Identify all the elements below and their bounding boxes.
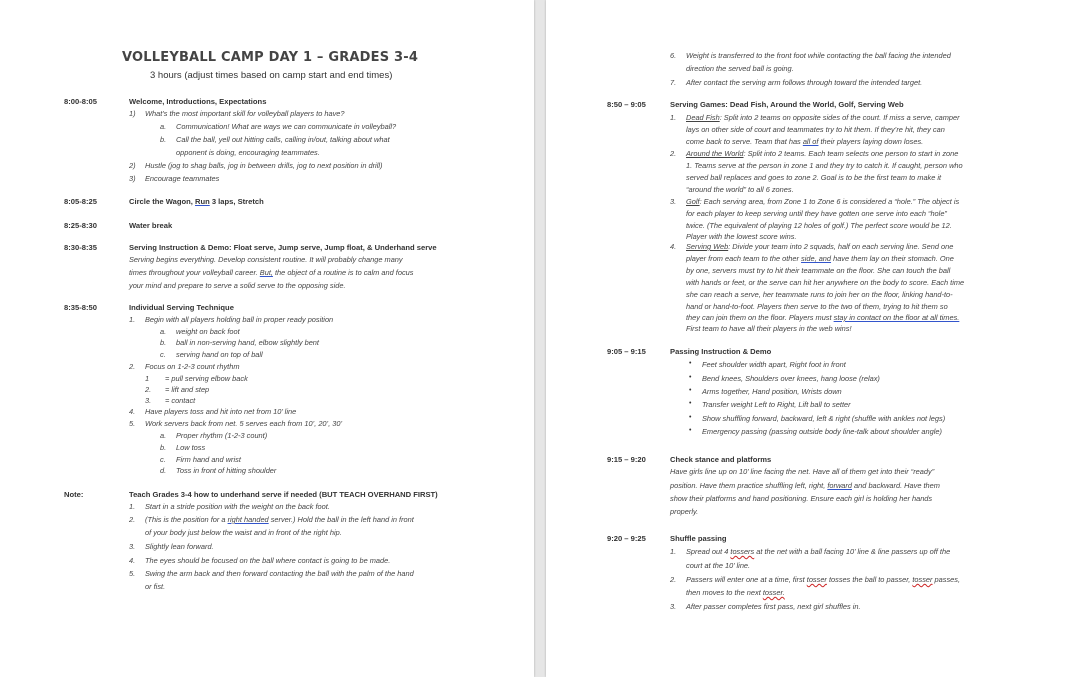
paragraph-line: your mind and prepare to serve a solid serve to the opposing side. [129, 281, 346, 290]
time-slot: 8:25-8:30 [64, 221, 97, 230]
bullet-item: Show shuffling forward, backward, left & right (shuffle with ankles not legs) [702, 414, 946, 423]
text-part: Spread out 4 [686, 547, 731, 556]
list-item-continued: lays on other side of court and teammates try to hit them. If they’re hit, they can [686, 125, 945, 134]
list-item-continued: First team to have all their players in the web wins! [686, 324, 852, 333]
text-part: player from each team to the other [686, 254, 802, 263]
time-slot: 8:00-8:05 [64, 97, 97, 106]
list-number: 4. [129, 556, 136, 565]
list-item: Low toss [176, 443, 206, 452]
text-part: have them lay on their stomach. One [831, 254, 954, 263]
bullet-item: Emergency passing (passing outside body line-talk about shoulder angle) [702, 427, 942, 436]
list-number: 1. [670, 113, 677, 122]
bullet-item: Transfer weight Left to Right, Lift ball to setter [702, 400, 851, 409]
list-letter: a. [160, 431, 167, 440]
bullet-icon: • [689, 427, 692, 434]
text-part: : Split into 2 teams on opposite sides of the court. If miss a serve, camper [719, 113, 960, 122]
bullet-icon: • [689, 387, 692, 394]
time-slot: 9:05 – 9:15 [607, 347, 646, 356]
grammar-flag: side, and [801, 254, 832, 263]
list-item-continued [686, 313, 959, 322]
list-item: Swing the arm back and then forward contacting the ball with the palm of the hand [145, 569, 414, 578]
spelling-flag: tosser [912, 575, 933, 584]
list-number: 6. [670, 51, 677, 60]
list-number: 5. [129, 419, 136, 428]
game-name: Serving Web [686, 242, 729, 251]
list-item: After passer completes first pass, next girl shuffles in. [686, 602, 861, 611]
paragraph-line: properly. [670, 507, 699, 516]
bullet-icon: • [689, 414, 692, 421]
list-item-continued: Player with the lowest score wins. [686, 232, 797, 241]
text-part: at the net with a ball facing 10’ line & line passers up off the [754, 547, 951, 556]
section-heading: Serving Games: Dead Fish, Around the World, Golf, Serving Web [670, 100, 904, 109]
list-number: 4. [129, 407, 136, 416]
list-item: Proper rhythm (1-2-3 count) [176, 431, 268, 440]
list-item-continued [686, 588, 785, 597]
bullet-icon: • [689, 400, 692, 407]
time-slot: 8:30-8:35 [64, 243, 97, 252]
bullet-icon: • [689, 360, 692, 367]
list-item: Begin with all players holding ball in proper ready position [145, 315, 334, 324]
list-number: 2. [670, 575, 677, 584]
list-number: 3. [670, 602, 677, 611]
text-part: passes, [932, 575, 961, 584]
list-item: Encourage teammates [145, 174, 220, 183]
list-item-continued: by one, servers must try to hit their teammate on the floor. She can touch the ball [686, 266, 951, 275]
list-item-continued: “around the world” to all 6 zones. [686, 185, 794, 194]
document-title: VOLLEYBALL CAMP DAY 1 – GRADES 3-4 [122, 50, 419, 65]
list-item: Call the ball, yell out hitting calls, calling in/out, talking about what [176, 135, 390, 144]
list-item-continued: for each player to keep serving until they have gotten one serve into each “hole” [686, 209, 947, 218]
section-heading: Check stance and platforms [670, 455, 772, 464]
list-number: 3. [145, 396, 152, 405]
spelling-flag: tosser [806, 575, 827, 584]
document-page-2 [546, 0, 1080, 677]
text-part: their players laying down loses. [818, 137, 924, 146]
list-item: Focus on 1-2-3 count rhythm [145, 362, 240, 371]
list-number: 3. [670, 197, 677, 206]
list-letter: a. [160, 122, 167, 131]
paragraph-line: show their platforms and hand positioning. Ensure each girl is holding her hands [670, 494, 933, 503]
section-heading: Water break [129, 221, 173, 230]
text-part: position. Have them practice shuffling left, right, [670, 481, 828, 490]
time-slot: 8:50 – 9:05 [607, 100, 646, 109]
list-item: serving hand on top of ball [176, 350, 263, 359]
section-heading: Teach Grades 3-4 how to underhand serve if needed (BUT TEACH OVERHAND FIRST) [129, 490, 438, 499]
list-number: 1. [129, 315, 136, 324]
list-item [145, 515, 414, 524]
text-part: (This is the position for a [145, 515, 228, 524]
list-item-continued: opponent is doing, encouraging teammates. [176, 148, 320, 157]
list-item: What’s the most important skill for volleyball players to have? [145, 109, 345, 118]
document-subtitle: 3 hours (adjust times based on camp start and end times) [150, 70, 393, 81]
list-number: 2. [145, 385, 152, 394]
list-item-continued [686, 254, 954, 263]
list-item: Communication! What are ways we can communicate in volleyball? [176, 122, 397, 131]
section-heading: Serving Instruction & Demo: Float serve, Jump serve, Jump float, & Underhand serve [129, 243, 437, 252]
section-heading: Welcome, Introductions, Expectations [129, 97, 267, 106]
list-number: 1. [670, 547, 677, 556]
list-item: The eyes should be focused on the ball where contact is going to be made. [145, 556, 391, 565]
list-number: 2. [670, 149, 677, 158]
text-part: they can join them on the floor. Players must [686, 313, 834, 322]
list-item [686, 113, 960, 122]
list-item-continued [686, 137, 923, 146]
list-number: 1 [145, 374, 150, 383]
list-letter: b. [160, 135, 167, 144]
section-heading [129, 197, 264, 206]
bullet-icon: • [689, 374, 692, 381]
list-item-continued: or fist. [145, 582, 166, 591]
list-item-continued: hand or hand-to-foot. Players then serve to the two of them, trying to hit them so [686, 302, 948, 311]
list-item-continued: with hands or feet, or the serve can hit her anywhere on the body to score. Each time [686, 278, 965, 287]
time-slot: 8:35-8:50 [64, 303, 97, 312]
list-item-continued: 1. Teams serve at the person in zone 1 and they try to catch it. If caught, person who [686, 161, 963, 170]
heading-part: 3 laps, Stretch [209, 197, 264, 206]
list-item: After contact the serving arm follows through toward the intended target. [686, 78, 923, 87]
list-letter: b. [160, 338, 167, 347]
list-number: 2) [129, 161, 136, 170]
list-item-continued: served ball replaces and goes to zone 2. Goal is to be the first team to make it [686, 173, 942, 182]
text-part: then moves to the next [686, 588, 763, 597]
list-item: = contact [165, 396, 196, 405]
list-number: 2. [129, 515, 136, 524]
text-part: tosses the ball to passer, [826, 575, 913, 584]
bullet-item: Bend knees, Shoulders over knees, hang loose (relax) [702, 374, 880, 383]
list-item: = pull serving elbow back [165, 374, 248, 383]
game-name: Around the World [686, 149, 744, 158]
list-item: Weight is transferred to the front foot while contacting the ball facing the intended [686, 51, 951, 60]
paragraph-line: Serving begins everything. Develop consistent routine. It will probably change many [129, 255, 403, 264]
list-item-continued: direction the served ball is going. [686, 64, 794, 73]
list-item [686, 242, 953, 251]
list-item-continued: twice. (The equivalent of playing 12 holes of golf.) The perfect score would be 12. [686, 221, 952, 230]
bullet-item: Arms together, Hand position, Wrists down [702, 387, 842, 396]
list-letter: c. [160, 350, 166, 359]
note-label: Note: [64, 490, 84, 499]
spelling-flag: tossers [730, 547, 755, 556]
document-page-1 [0, 0, 534, 677]
list-number: 4. [670, 242, 677, 251]
list-letter: b. [160, 443, 167, 452]
list-item [686, 547, 950, 556]
list-item: Toss in front of hitting shoulder [176, 466, 277, 475]
text-part: and backward. Have them [852, 481, 940, 490]
paragraph-line [670, 481, 940, 490]
list-item: Hustle (jog to shag balls, jog in between drills, jog to next position in drill) [145, 161, 383, 170]
list-item [686, 197, 959, 206]
text-part: the object of a routine is to calm and focus [272, 268, 414, 277]
list-item: Firm hand and wrist [176, 455, 241, 464]
grammar-flag: stay in contact on the floor at all times. [833, 313, 960, 322]
text-part: come back to serve. Team that has [686, 137, 803, 146]
text-part: : Split into 2 teams. Each team selects one person to start in zone [743, 149, 959, 158]
list-item [686, 575, 960, 584]
game-name: Golf [686, 197, 700, 206]
list-item: Have players toss and hit into net from 10’ line [145, 407, 297, 416]
list-letter: a. [160, 327, 167, 336]
spelling-flag: tosser. [762, 588, 785, 597]
list-number: 2. [129, 362, 136, 371]
list-number: 1) [129, 109, 136, 118]
section-heading: Shuffle passing [670, 534, 727, 543]
list-item: Slightly lean forward. [145, 542, 214, 551]
text-part: server.) Hold the ball in the left hand in front [268, 515, 414, 524]
time-slot: 9:20 – 9:25 [607, 534, 646, 543]
grammar-flag: right handed [227, 515, 269, 524]
list-item: = lift and step [165, 385, 210, 394]
list-item [686, 149, 958, 158]
list-number: 3. [129, 542, 136, 551]
paragraph-line [129, 268, 413, 277]
game-name: Dead Fish [686, 113, 720, 122]
text-part: : Each serving area, from Zone 1 to Zone 6 is considered a “hole.” The object is [699, 197, 960, 206]
list-number: 3) [129, 174, 136, 183]
list-item: ball in non-serving hand, elbow slightly bent [176, 338, 319, 347]
list-number: 7. [670, 78, 677, 87]
heading-part: Circle the Wagon, [129, 197, 195, 206]
list-letter: c. [160, 455, 166, 464]
list-item-continued: she can reach a serve, her teammate runs to join her on the floor, linking hand-to- [686, 290, 953, 299]
list-item-continued: of your body just below the waist and in front of the right hip. [145, 528, 342, 537]
list-number: 5. [129, 569, 136, 578]
list-number: 1. [129, 502, 136, 511]
grammar-flag: But, [259, 268, 273, 277]
section-heading: Passing Instruction & Demo [670, 347, 772, 356]
list-item-continued: court at the 10’ line. [686, 561, 751, 570]
heading-grammar-flag: Run [194, 197, 210, 206]
bullet-item: Feet shoulder width apart, Right foot in front [702, 360, 846, 369]
grammar-flag: all of [802, 137, 819, 146]
paragraph-line: Have girls line up on 10’ line facing the net. Have all of them get into their “ready” [670, 467, 935, 476]
time-slot: 9:15 – 9:20 [607, 455, 646, 464]
text-part: : Divide your team into 2 squads, half on each serving line. Send one [728, 242, 954, 251]
list-item: Work servers back from net. 5 serves each from 10’, 20’, 30’ [145, 419, 343, 428]
time-slot: 8:05-8:25 [64, 197, 97, 206]
section-heading: Individual Serving Technique [129, 303, 234, 312]
list-item: weight on back foot [176, 327, 240, 336]
list-item: Start in a stride position with the weight on the back foot. [145, 502, 330, 511]
text-part: Passers will enter one at a time, first [686, 575, 807, 584]
text-part: times throughout your volleyball career. [129, 268, 260, 277]
grammar-flag: forward [827, 481, 852, 490]
list-letter: d. [160, 466, 167, 475]
